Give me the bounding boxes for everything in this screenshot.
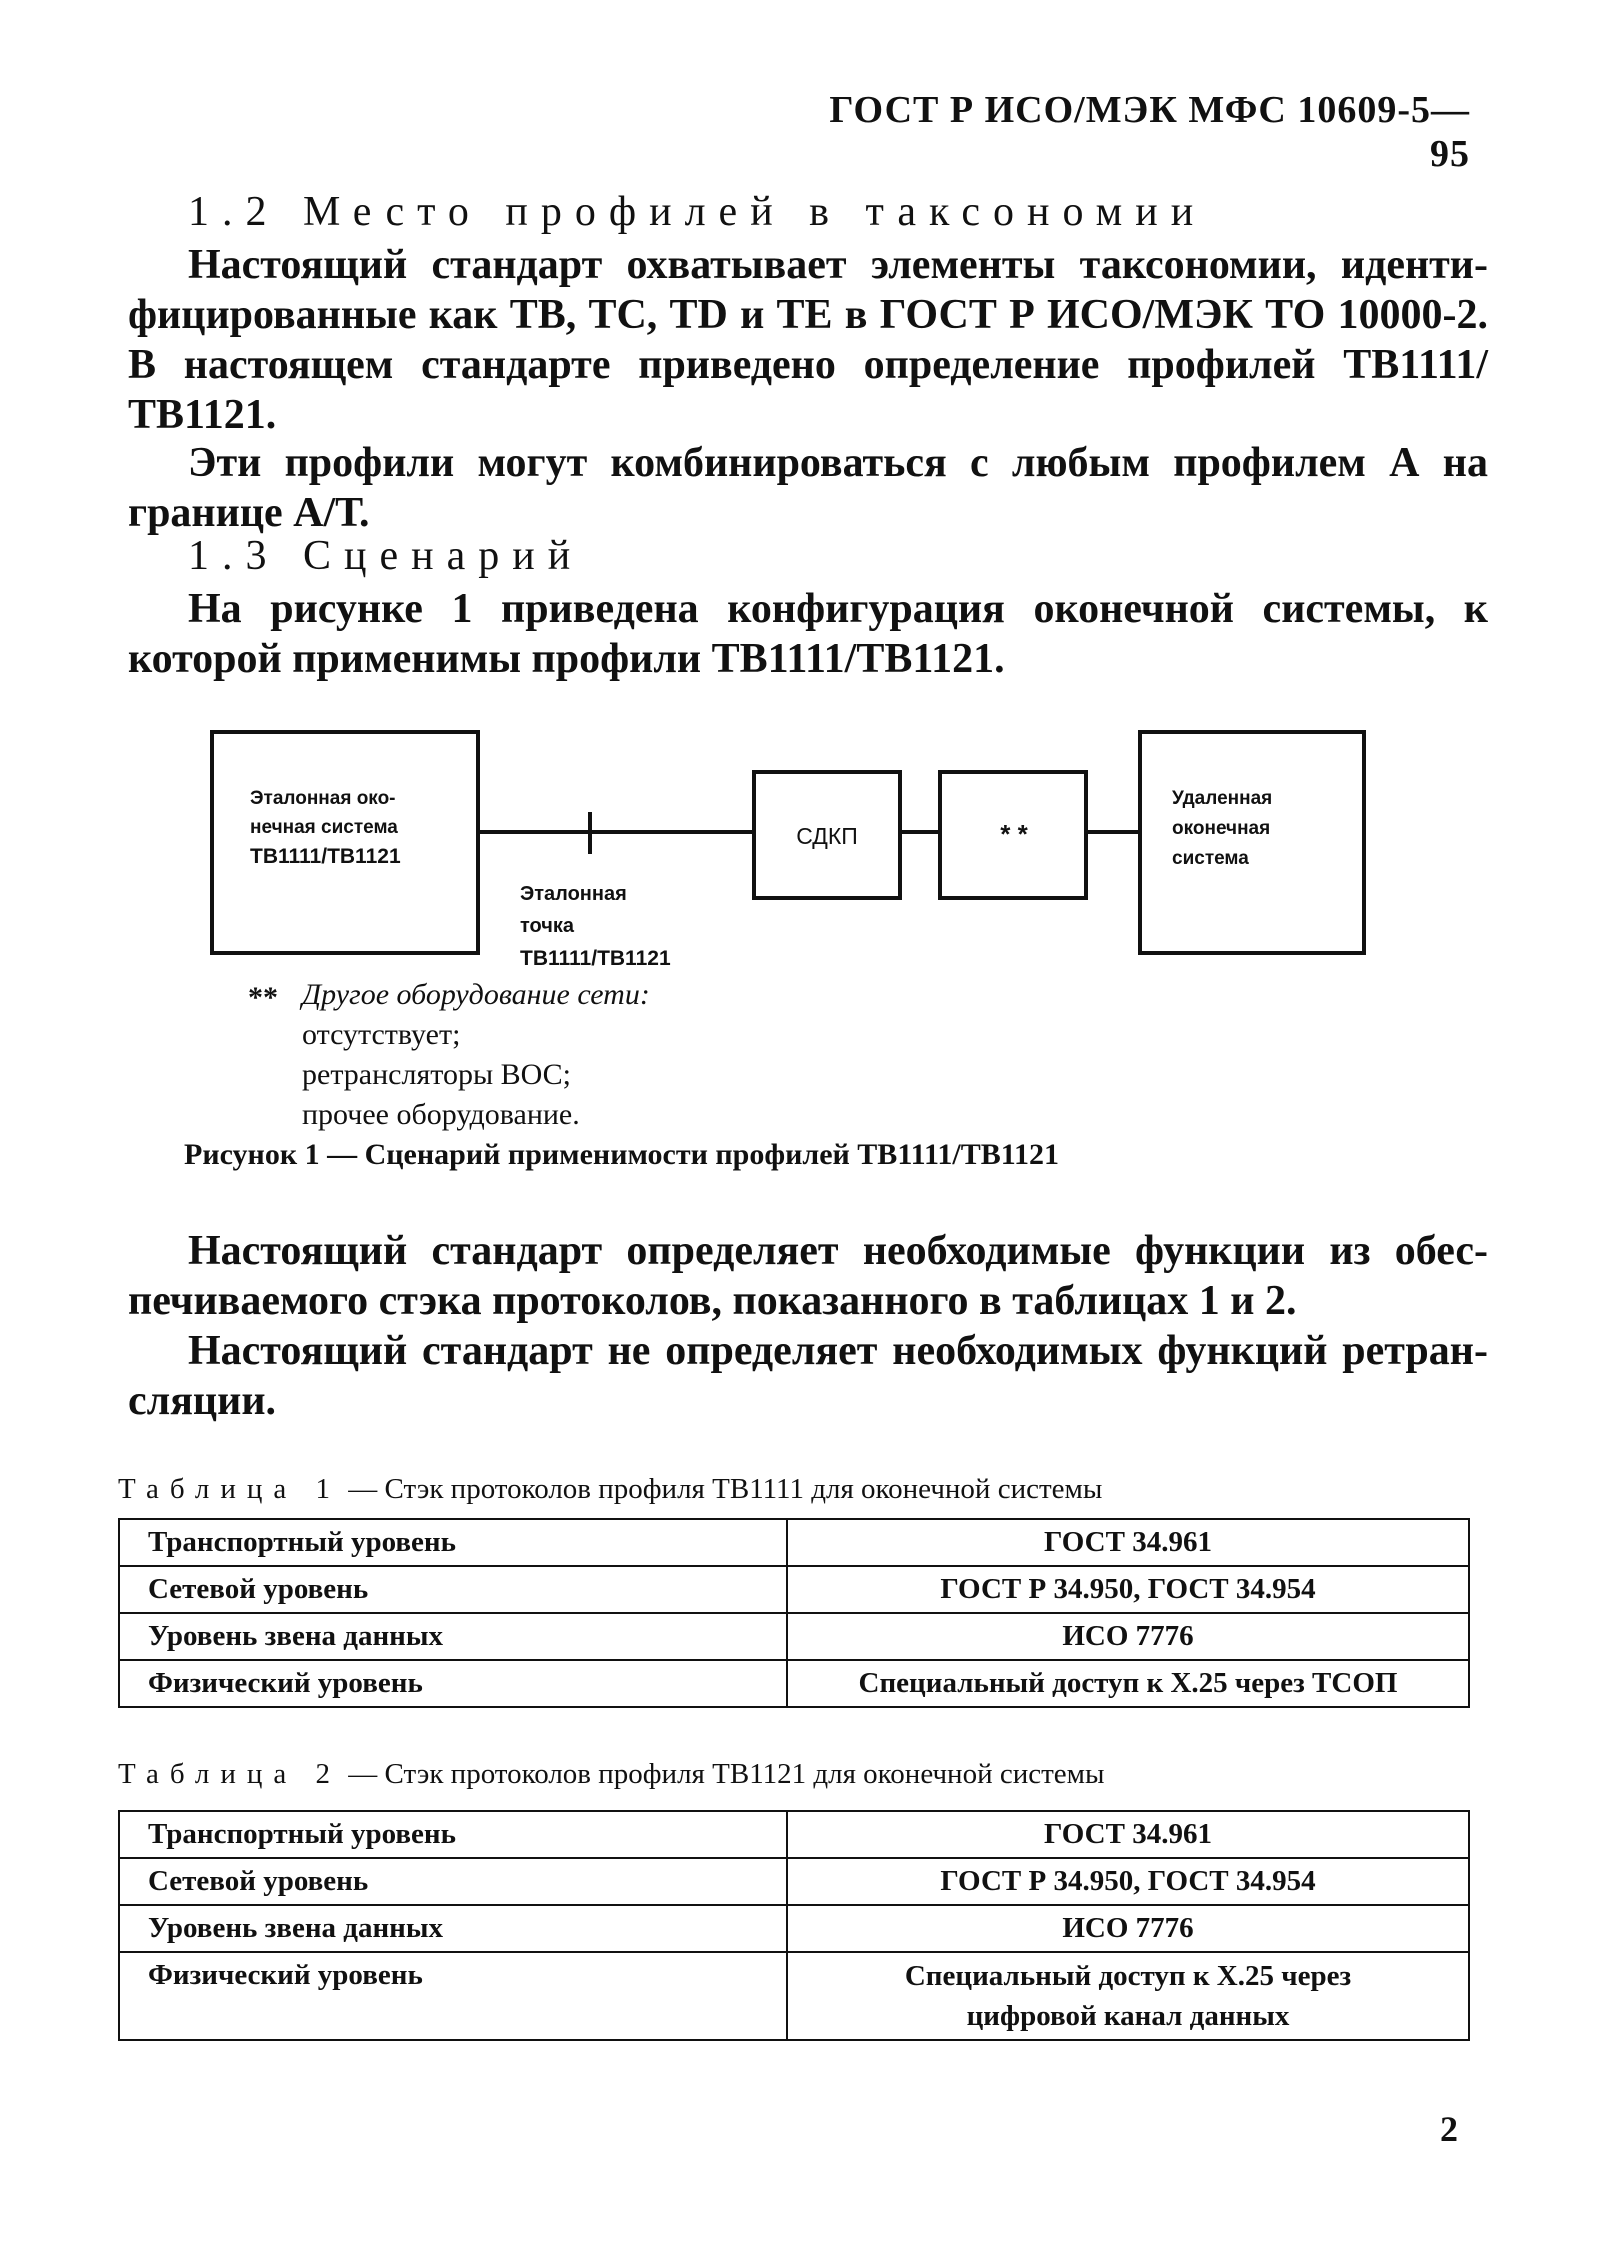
section-1-3-paragraph-1: На рисунке 1 приведена конфигурация оконечной системы, к которой применимы профили ТВ1111/ТВ1121.	[128, 586, 1488, 682]
document-header: ГОСТ Р ИСО/МЭК МФС 10609-5—95	[829, 89, 1470, 175]
table-2-caption-text: — Стэк протоколов профиля ТВ1121 для оконечной системы	[341, 1758, 1105, 1790]
section-1-2-paragraph-2: Эти профили могут комбинироваться с любым профилем А на границе А/Т.	[128, 440, 1488, 536]
sdkp-box	[752, 770, 902, 900]
reference-point-label-1: Эталонная	[520, 883, 627, 905]
figure-note-line-2: отсутствует;	[302, 1018, 461, 1051]
body-paragraph-1: Настоящий стандарт определяет необходимые функции из обеспечиваемого стэка протоколов, показанного в таблицах 1 и 2.	[128, 1228, 1488, 1324]
table-cell-standard: ГОСТ 34.961	[787, 1519, 1469, 1566]
table-2-caption	[118, 1758, 1105, 1791]
figure-note-marker: **	[248, 981, 278, 1014]
table-cell-level: Физический уровень	[119, 1660, 787, 1707]
table-cell-standard	[787, 1952, 1469, 2040]
table-1-caption	[118, 1473, 1102, 1506]
table-cell-standard-line-2: цифровой канал данных	[966, 2000, 1290, 2032]
table-row	[119, 1613, 1469, 1660]
table-cell-level: Транспортный уровень	[119, 1519, 787, 1566]
table-cell-standard-line-1: Специальный доступ к Х.25 через	[904, 1960, 1352, 1992]
figure-note-line-1: Другое оборудование сети:	[302, 978, 650, 1011]
table-row	[119, 1952, 1469, 2040]
reference-end-system-label-1: Эталонная око-	[250, 788, 396, 809]
table-row	[119, 1660, 1469, 1707]
table-2	[118, 1810, 1470, 2041]
table-row	[119, 1519, 1469, 1566]
link-line-1	[476, 830, 756, 834]
section-1-2-title: 1.2 Место профилей в таксономии	[188, 189, 1207, 235]
remote-end-system-label-1: Удаленная	[1172, 788, 1273, 809]
table-row	[119, 1811, 1469, 1858]
table-cell-standard: ИСО 7776	[787, 1613, 1469, 1660]
table-1-caption-text: — Стэк протоколов профиля ТВ1111 для оконечной системы	[341, 1473, 1103, 1505]
table-cell-standard: ГОСТ 34.961	[787, 1811, 1469, 1858]
remote-end-system-label-2: оконечная	[1172, 818, 1271, 839]
body-paragraph-2: Настоящий стандарт не определяет необходимых функций ретрансляции.	[128, 1328, 1488, 1424]
other-equipment-box	[938, 770, 1088, 900]
table-2-caption-label: Таблица 2	[118, 1758, 342, 1790]
other-equipment-label: * *	[999, 819, 1027, 849]
table-cell-level: Уровень звена данных	[119, 1905, 787, 1952]
figure-caption: Рисунок 1 — Сценарий применимости профилей ТВ1111/ТВ1121	[184, 1138, 1060, 1171]
table-cell-standard: ГОСТ Р 34.950, ГОСТ 34.954	[787, 1858, 1469, 1905]
table-cell-standard: Специальный доступ к Х.25 через ТСОП	[787, 1660, 1469, 1707]
remote-end-system-box	[1138, 730, 1366, 955]
table-1	[118, 1518, 1470, 1708]
sdkp-label: СДКП	[796, 823, 858, 849]
table-row	[119, 1905, 1469, 1952]
reference-point-label-2: точка	[520, 915, 574, 937]
figure-note-line-4: прочее оборудование.	[302, 1098, 580, 1131]
reference-end-system-box	[210, 730, 480, 955]
reference-point-tick	[588, 812, 592, 854]
reference-point-label-3: ТВ1111/ТВ1121	[520, 947, 671, 970]
reference-end-system-label-2: нечная система	[250, 817, 398, 838]
table-cell-standard: ИСО 7776	[787, 1905, 1469, 1952]
table-row	[119, 1858, 1469, 1905]
table-cell-level: Транспортный уровень	[119, 1811, 787, 1858]
remote-end-system-label-3: система	[1172, 848, 1249, 869]
table-row	[119, 1566, 1469, 1613]
figure-note-line-3: ретрансляторы ВОС;	[302, 1058, 572, 1091]
table-cell-level: Уровень звена данных	[119, 1613, 787, 1660]
table-cell-level: Сетевой уровень	[119, 1858, 787, 1905]
table-cell-level: Физический уровень	[119, 1952, 787, 2040]
table-cell-level: Сетевой уровень	[119, 1566, 787, 1613]
link-line-3	[1086, 830, 1142, 834]
table-1-caption-label: Таблица 1	[118, 1473, 342, 1505]
table-cell-standard: ГОСТ Р 34.950, ГОСТ 34.954	[787, 1566, 1469, 1613]
page-number: 2	[1440, 2109, 1458, 2149]
reference-end-system-label-3: ТВ1111/ТВ1121	[250, 845, 401, 868]
section-1-3-title: 1.3 Сценарий	[188, 533, 584, 579]
link-line-2	[900, 830, 942, 834]
section-1-2-paragraph-1: Настоящий стандарт охватывает элементы таксономии, идентифицированные как ТВ, ТС, TD и ТЕ в ГОСТ Р ИСО/МЭК ТО 10000-2. В настоящем стандарте приведено определение профилей ТВ1111/ТВ1121.	[128, 242, 1488, 438]
